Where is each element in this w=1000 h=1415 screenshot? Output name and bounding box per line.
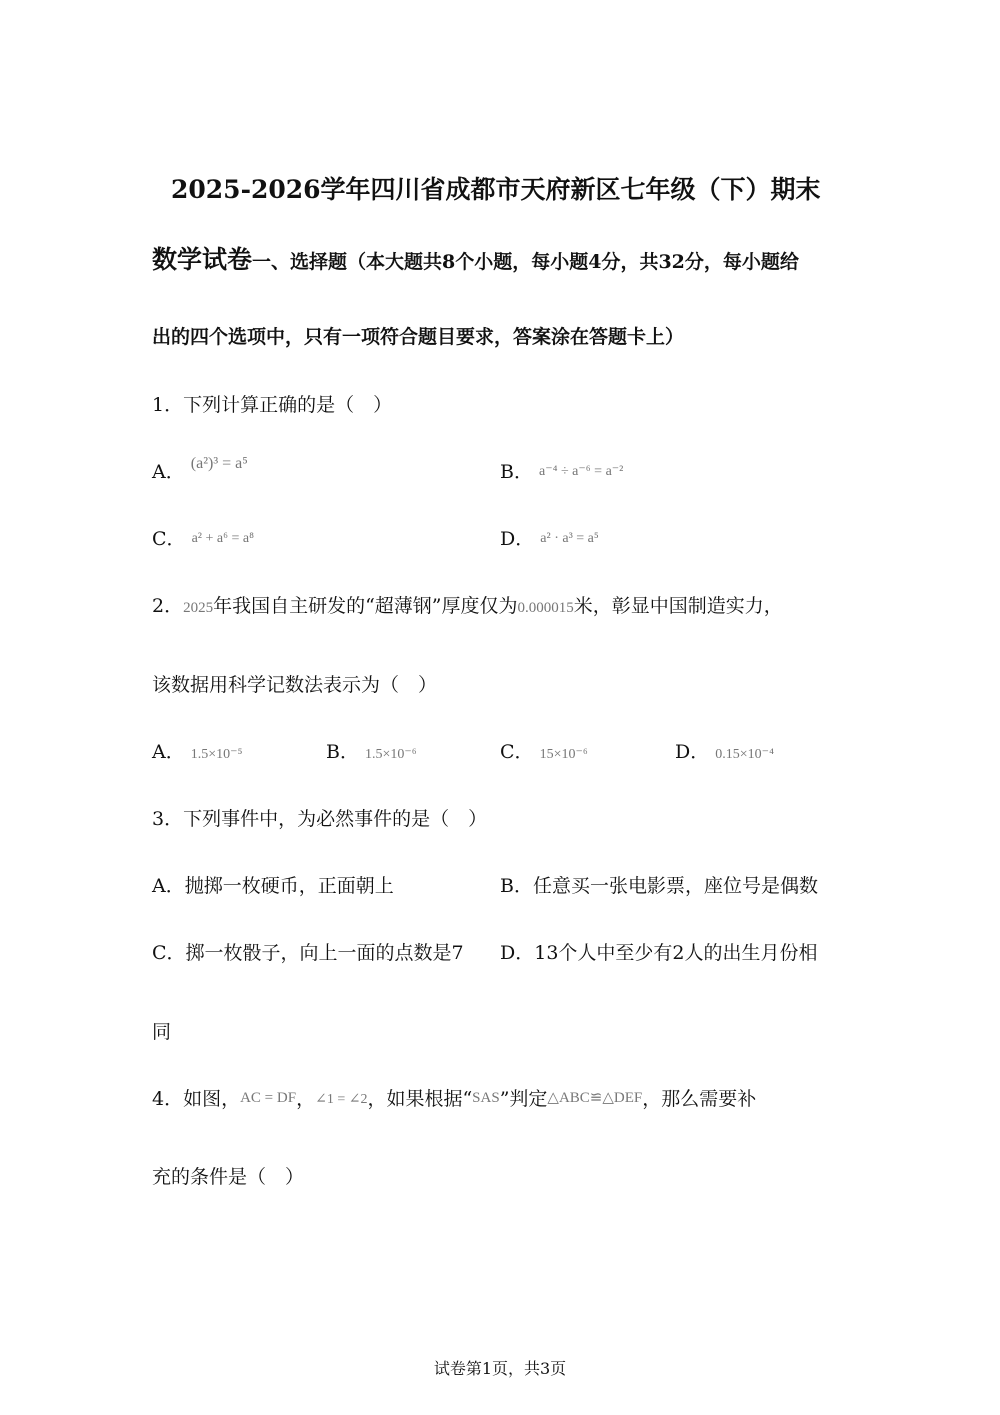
option-math: 15×10⁻⁶ bbox=[539, 747, 588, 762]
stem-mid2: ”判定 bbox=[499, 1088, 548, 1110]
question-2-stem bbox=[152, 591, 783, 618]
stem-math-congruent: △ABC≌△DEF bbox=[547, 1090, 643, 1106]
q1-option-a bbox=[152, 457, 248, 484]
option-label: D． bbox=[500, 528, 535, 550]
q2-option-b bbox=[326, 737, 417, 764]
exam-title-cont: 数学试卷 bbox=[152, 245, 253, 274]
question-4-stem-cont: 充的条件是（ ） bbox=[152, 1166, 305, 1188]
option-math: 1.5×10⁻⁵ bbox=[190, 747, 243, 762]
option-math: 0.15×10⁻⁴ bbox=[715, 747, 774, 762]
stem-math-ac-df: AC = DF bbox=[240, 1090, 297, 1106]
option-math: a⁻⁴ ÷ a⁻⁶ = a⁻² bbox=[539, 464, 624, 479]
exam-title: 2025-2026学年四川省成都市天府新区七年级（下）期末 bbox=[171, 175, 821, 204]
section-heading: 一、选择题（本大题共8个小题，每小题4分，共32分，每小题给 bbox=[252, 251, 799, 273]
option-label: C． bbox=[500, 741, 534, 763]
stem-prefix: 4．如图， bbox=[152, 1088, 241, 1110]
q3-option-b: B．任意买一张电影票，座位号是偶数 bbox=[500, 875, 818, 897]
q3-option-a: A．抛掷一枚硬币，正面朝上 bbox=[152, 875, 394, 897]
question-1-stem: 1．下列计算正确的是（ ） bbox=[152, 394, 393, 416]
option-label: C． bbox=[152, 528, 186, 550]
stem-sas: SAS bbox=[472, 1090, 500, 1106]
stem-mid: 年我国自主研发的“超薄钢”厚度仅为 bbox=[213, 595, 518, 617]
question-4-stem bbox=[152, 1084, 756, 1111]
q2-option-c bbox=[500, 737, 588, 764]
stem-end: 米，彰显中国制造实力， bbox=[573, 595, 783, 617]
q3-option-d: D．13个人中至少有2人的出生月份相 bbox=[500, 942, 818, 964]
stem-sep: ， bbox=[296, 1088, 316, 1110]
stem-end: ，那么需要补 bbox=[642, 1088, 757, 1110]
stem-prefix: 2． bbox=[152, 595, 184, 617]
page-footer: 试卷第1页，共3页 bbox=[433, 1359, 567, 1378]
stem-year: 2025 bbox=[183, 600, 214, 616]
option-math: a² + a⁶ = a⁸ bbox=[191, 531, 254, 546]
question-3-stem: 3．下列事件中，为必然事件的是（ ） bbox=[152, 808, 488, 830]
title-line-2 bbox=[152, 240, 799, 276]
option-math: 1.5×10⁻⁶ bbox=[365, 747, 417, 762]
question-2-stem-cont: 该数据用科学记数法表示为（ ） bbox=[152, 674, 438, 696]
option-label: D． bbox=[675, 741, 710, 763]
q3-option-d-cont: 同 bbox=[152, 1021, 172, 1043]
stem-mid: ，如果根据“ bbox=[367, 1088, 473, 1110]
option-label: A． bbox=[152, 741, 185, 763]
stem-value: 0.000015 bbox=[517, 600, 574, 616]
q2-option-a bbox=[152, 737, 242, 764]
q1-option-d bbox=[500, 524, 599, 551]
option-label: B． bbox=[500, 461, 533, 483]
q3-option-c: C．掷一枚骰子，向上一面的点数是7 bbox=[152, 942, 464, 964]
option-label: B． bbox=[326, 741, 359, 763]
option-math: a² · a³ = a⁵ bbox=[540, 531, 599, 546]
q2-option-d bbox=[675, 737, 774, 764]
stem-math-angles: ∠1 = ∠2 bbox=[315, 1092, 368, 1107]
option-label: A． bbox=[152, 461, 185, 483]
q1-option-b bbox=[500, 457, 623, 484]
option-math: (a²)³ = a⁵ bbox=[190, 455, 248, 472]
section-heading-cont: 出的四个选项中，只有一项符合题目要求，答案涂在答题卡上） bbox=[152, 326, 685, 348]
q1-option-c bbox=[152, 524, 254, 551]
